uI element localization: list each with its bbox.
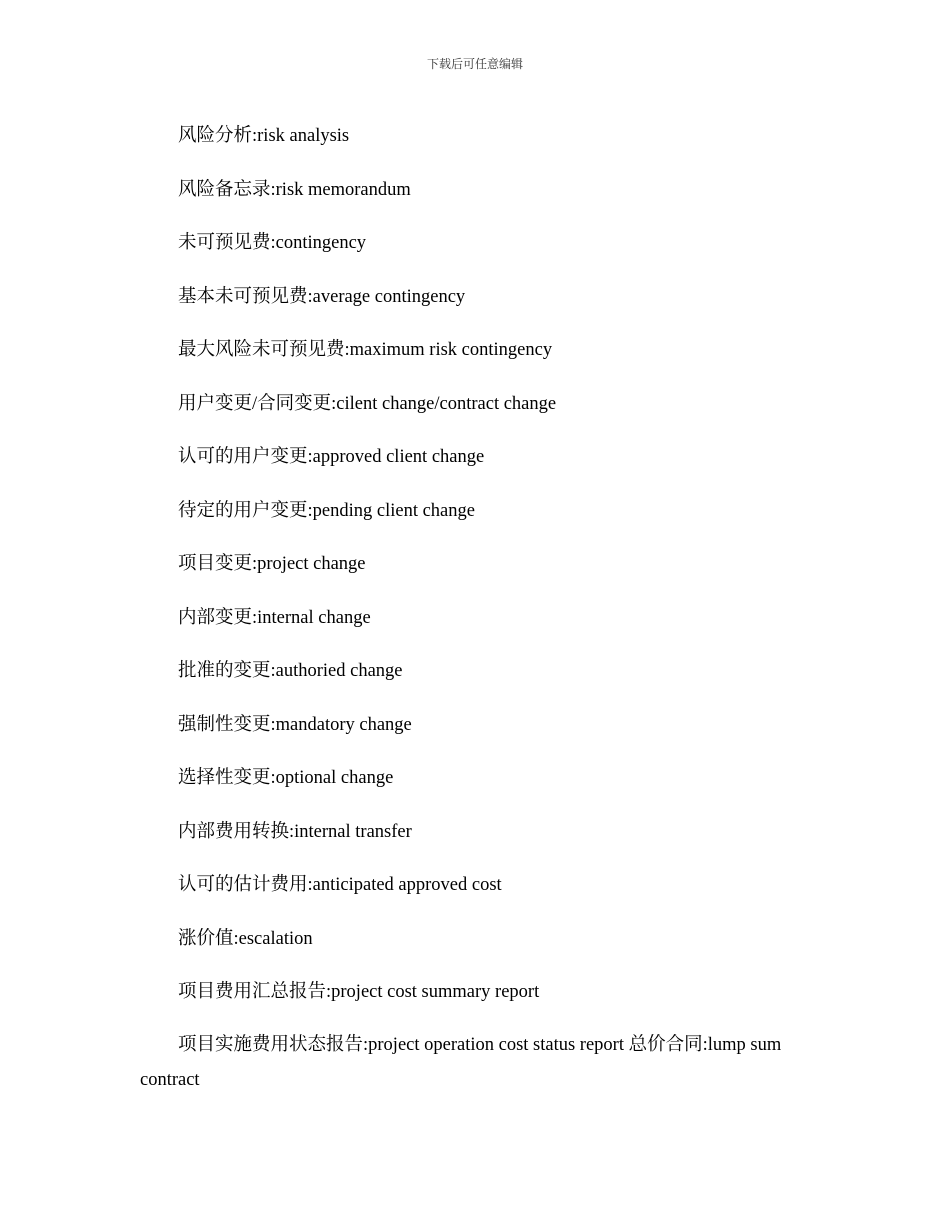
glossary-entry: 风险备忘录:risk memorandum [178, 179, 411, 200]
glossary-entry: 最大风险未可预见费:maximum risk contingency [178, 340, 553, 360]
glossary-entry: 选择性变更:optional change [178, 768, 394, 788]
glossary-entry: 认可的估计费用:anticipated approved cost [178, 875, 502, 895]
glossary-entry: 基本未可预见费:average contingency [178, 286, 466, 307]
glossary-entry: 未可预见费:contingency [178, 233, 367, 253]
glossary-entry: 项目实施费用状态报告:project operation cost status report 总价合同:lump sum contract [140, 1034, 782, 1090]
glossary-entry: 项目变更:project change [178, 554, 366, 574]
glossary-entry: 待定的用户变更:pending client change [178, 500, 475, 521]
glossary-entry: 批准的变更:authoried change [178, 661, 403, 681]
page-header: 下载后可任意编辑 [426, 57, 523, 71]
glossary-entry: 认可的用户变更:approved client change [178, 447, 485, 467]
glossary-entry: 涨价值:escalation [178, 928, 313, 949]
glossary-entry: 用户变更/合同变更:cilent change/contract change [178, 393, 557, 414]
glossary-entry: 强制性变更:mandatory change [178, 714, 412, 735]
glossary-entry: 内部费用转换:internal transfer [178, 821, 412, 842]
glossary-entry: 项目费用汇总报告:project cost summary report [178, 982, 540, 1002]
glossary-list [140, 123, 800, 1125]
glossary-entry: 内部变更:internal change [178, 607, 371, 628]
glossary-entry: 风险分析:risk analysis [178, 126, 350, 146]
